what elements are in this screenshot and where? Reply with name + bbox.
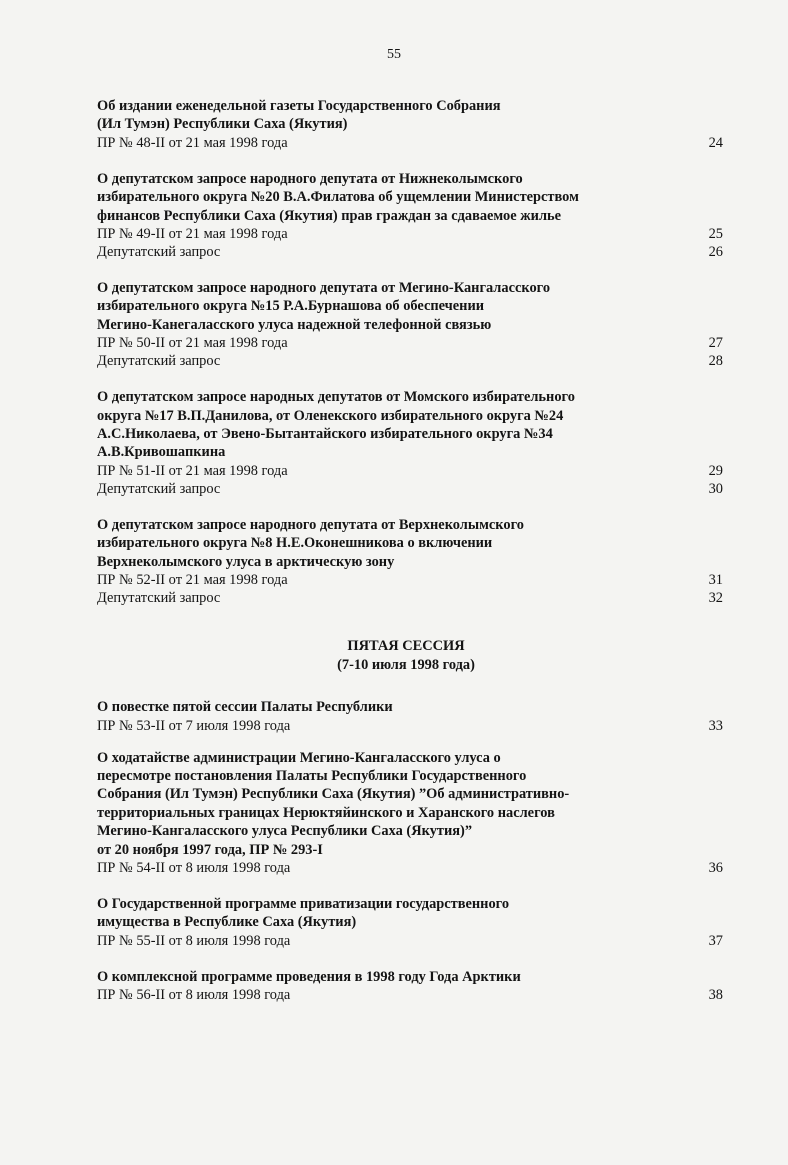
session-heading: [97, 637, 723, 674]
entry-page-number: 36: [708, 859, 723, 876]
session-dates: (7-10 июля 1998 года): [337, 656, 475, 673]
entry-page-number: 25: [708, 226, 723, 243]
entry-reference: ПР № 55-II от 8 июля 1998 года: [97, 932, 291, 949]
entry-reference: ПР № 52-II от 21 мая 1998 года: [97, 572, 288, 589]
entry-page-number: 32: [708, 590, 723, 607]
entry-title: О Государственной программе приватизации государственного имущества в Республике Саха (Якутия): [97, 895, 510, 931]
entry-page-number: 28: [708, 353, 723, 370]
toc-entry-53: [97, 698, 723, 734]
entry-reference: ПР № 48-II от 21 мая 1998 года: [97, 134, 288, 151]
entry-reference: ПР № 49-II от 21 мая 1998 года: [97, 226, 288, 243]
toc-entry-49: [97, 170, 723, 261]
entry-reference: Депутатский запрос: [97, 590, 221, 607]
entry-line: [97, 134, 723, 152]
entry-reference: ПР № 50-II от 21 мая 1998 года: [97, 335, 288, 352]
entry-line: [97, 225, 723, 243]
entry-title: О депутатском запросе народного депутата от Нижнеколымского избирательного округа №20 В.А.Филатова об ущемлении Министерством финансов Республики Саха (Якутия) прав граждан за сдаваемое жилье: [97, 170, 579, 224]
entry-page-number: 38: [708, 987, 723, 1004]
entry-line: [97, 243, 723, 261]
entry-line: [97, 589, 723, 607]
entry-page-number: 30: [708, 480, 723, 497]
entry-line: [97, 717, 723, 735]
toc-entry-54: [97, 749, 723, 877]
toc-entry-48: [97, 97, 723, 152]
entry-line: [97, 859, 723, 877]
entry-page-number: 37: [708, 932, 723, 949]
session-name: ПЯТАЯ СЕССИЯ: [347, 638, 465, 655]
entry-reference: ПР № 56-II от 8 июля 1998 года: [97, 987, 291, 1004]
toc-entry-50: [97, 279, 723, 370]
entry-line: [97, 352, 723, 370]
entry-title: О комплексной программе проведения в 1998 году Года Арктики: [97, 968, 521, 985]
entry-page-number: 27: [708, 335, 723, 352]
entry-reference: Депутатский запрос: [97, 480, 221, 497]
entry-title: О депутатском запросе народных депутатов от Момского избирательного округа №17 В.П.Данилова, от Оленекского избирательного округа №24 А.С.Николаева, от Эвено-Бытантайского избирательного округа №34 А.В.Кривошапкина: [97, 389, 575, 461]
entry-reference: Депутатский запрос: [97, 244, 221, 261]
entry-reference: ПР № 51-II от 21 мая 1998 года: [97, 462, 288, 479]
toc-entry-56: [97, 968, 723, 1004]
entry-line: [97, 986, 723, 1004]
entry-title: О повестке пятой сессии Палаты Республики: [97, 699, 393, 716]
entry-title: Об издании еженедельной газеты Государственного Собрания (Ил Тумэн) Республики Саха (Якутия): [97, 98, 501, 133]
entry-page-number: 33: [708, 717, 723, 734]
page-number: 55: [387, 47, 401, 62]
toc-entry-55: [97, 895, 723, 950]
entry-title: О ходатайстве администрации Мегино-Кангаласского улуса о пересмотре постановления Палаты Республики Государственного Собрания (Ил Тумэн) Республики Саха (Якутия) ”Об административно- территориальных границах Нерюктяйинского и Харанского наслегов Мегино-Кангаласского улуса Республики Саха (Якутия)” от 20 ноября 1997 года, ПР № 293-I: [97, 749, 570, 858]
entry-reference: ПР № 53-II от 7 июля 1998 года: [97, 717, 291, 734]
toc-entry-51: [97, 388, 723, 498]
entry-page-number: 31: [708, 572, 723, 589]
entry-line: [97, 932, 723, 950]
entry-title: О депутатском запросе народного депутата от Верхнеколымского избирательного округа №8 Н.Е.Оконешникова о включении Верхнеколымского улуса в арктическую зону: [97, 516, 524, 570]
entry-reference: ПР № 54-II от 8 июля 1998 года: [97, 859, 291, 876]
entry-page-number: 26: [708, 244, 723, 261]
toc-entry-52: [97, 516, 723, 607]
entry-title: О депутатском запросе народного депутата от Мегино-Кангаласского избирательного округа №15 Р.А.Бурнашова об обеспечении Мегино-Канегаласского улуса надежной телефонной связью: [97, 280, 551, 333]
entry-line: [97, 334, 723, 352]
entry-page-number: 29: [708, 462, 723, 479]
entry-page-number: 24: [708, 134, 723, 151]
entry-line: [97, 571, 723, 589]
entry-line: [97, 462, 723, 480]
entry-reference: Депутатский запрос: [97, 353, 221, 370]
entry-line: [97, 480, 723, 498]
table-of-contents: [97, 97, 723, 1022]
